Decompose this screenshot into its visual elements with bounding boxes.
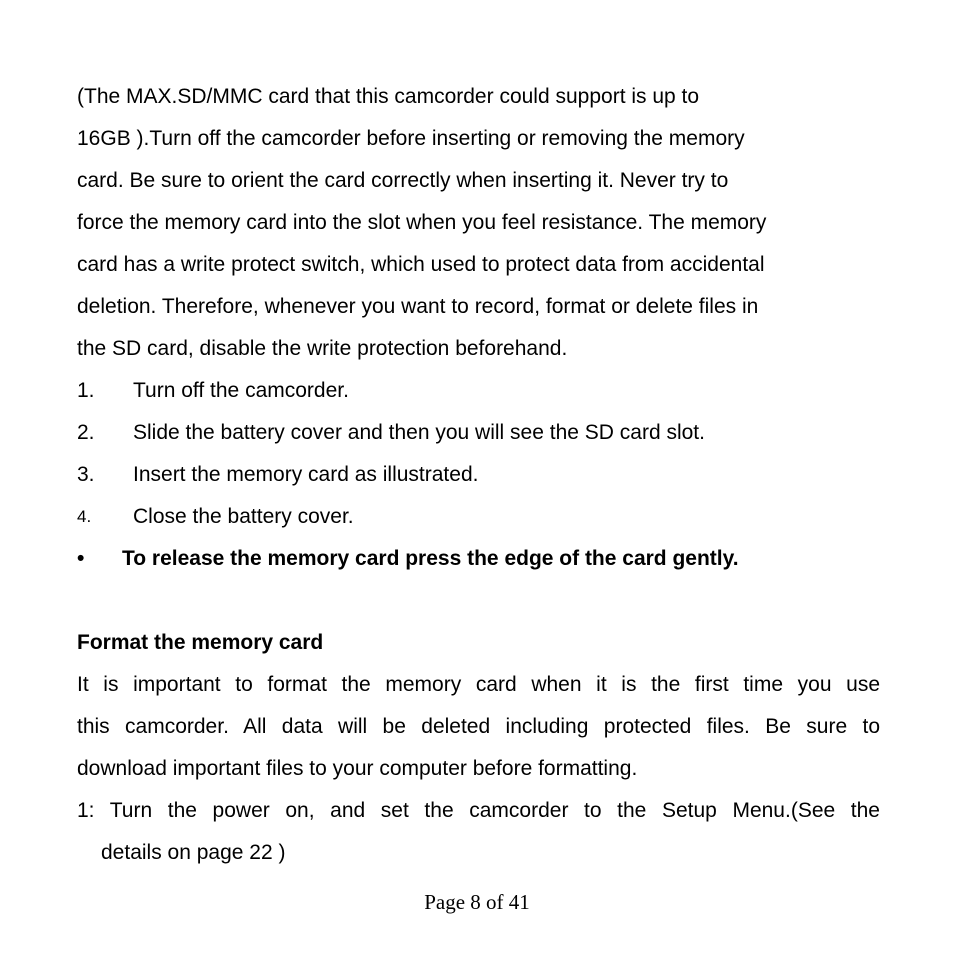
step-number: 1.	[77, 379, 95, 402]
intro-line: the SD card, disable the write protection beforehand.	[77, 337, 568, 360]
step-text: Turn off the camcorder.	[133, 379, 349, 402]
release-note	[77, 538, 880, 580]
bullet-icon: •	[77, 547, 85, 570]
intro-line: card. Be sure to orient the card correctly when inserting it. Never try to	[77, 169, 729, 192]
intro-paragraph	[77, 76, 880, 370]
step-number: 3.	[77, 463, 95, 486]
format-step-line: 1: Turn the power on, and set the camcorder to the Setup Menu.(See the	[77, 799, 880, 822]
section-heading: Format the memory card	[77, 631, 324, 654]
format-line: It is important to format the memory card when it is the first time you use	[77, 673, 880, 696]
page-number: Page 8 of 41	[424, 890, 530, 914]
format-step-line: details on page 22 )	[101, 841, 286, 864]
intro-line: deletion. Therefore, whenever you want to record, format or delete files in	[77, 295, 759, 318]
intro-line: 16GB ).Turn off the camcorder before inserting or removing the memory	[77, 127, 745, 150]
steps-list	[77, 370, 880, 538]
step-text: Slide the battery cover and then you will see the SD card slot.	[133, 421, 705, 444]
step-text: Insert the memory card as illustrated.	[133, 463, 479, 486]
format-line: download important files to your computer before formatting.	[77, 757, 638, 780]
list-item	[77, 496, 880, 538]
step-text: Close the battery cover.	[133, 505, 354, 528]
intro-line: (The MAX.SD/MMC card that this camcorder could support is up to	[77, 85, 700, 108]
list-item	[77, 454, 880, 496]
intro-line: card has a write protect switch, which used to protect data from accidental	[77, 253, 765, 276]
step-number: 2.	[77, 421, 95, 444]
list-item	[77, 370, 880, 412]
format-step	[77, 790, 880, 874]
document-page	[77, 76, 880, 874]
format-paragraph	[77, 664, 880, 790]
step-number: 4.	[77, 507, 92, 526]
list-item	[77, 412, 880, 454]
intro-line: force the memory card into the slot when you feel resistance. The memory	[77, 211, 767, 234]
release-note-text: To release the memory card press the edge of the card gently.	[122, 547, 739, 570]
blank-line	[77, 580, 880, 622]
format-line: this camcorder. All data will be deleted including protected files. Be sure to	[77, 715, 880, 738]
